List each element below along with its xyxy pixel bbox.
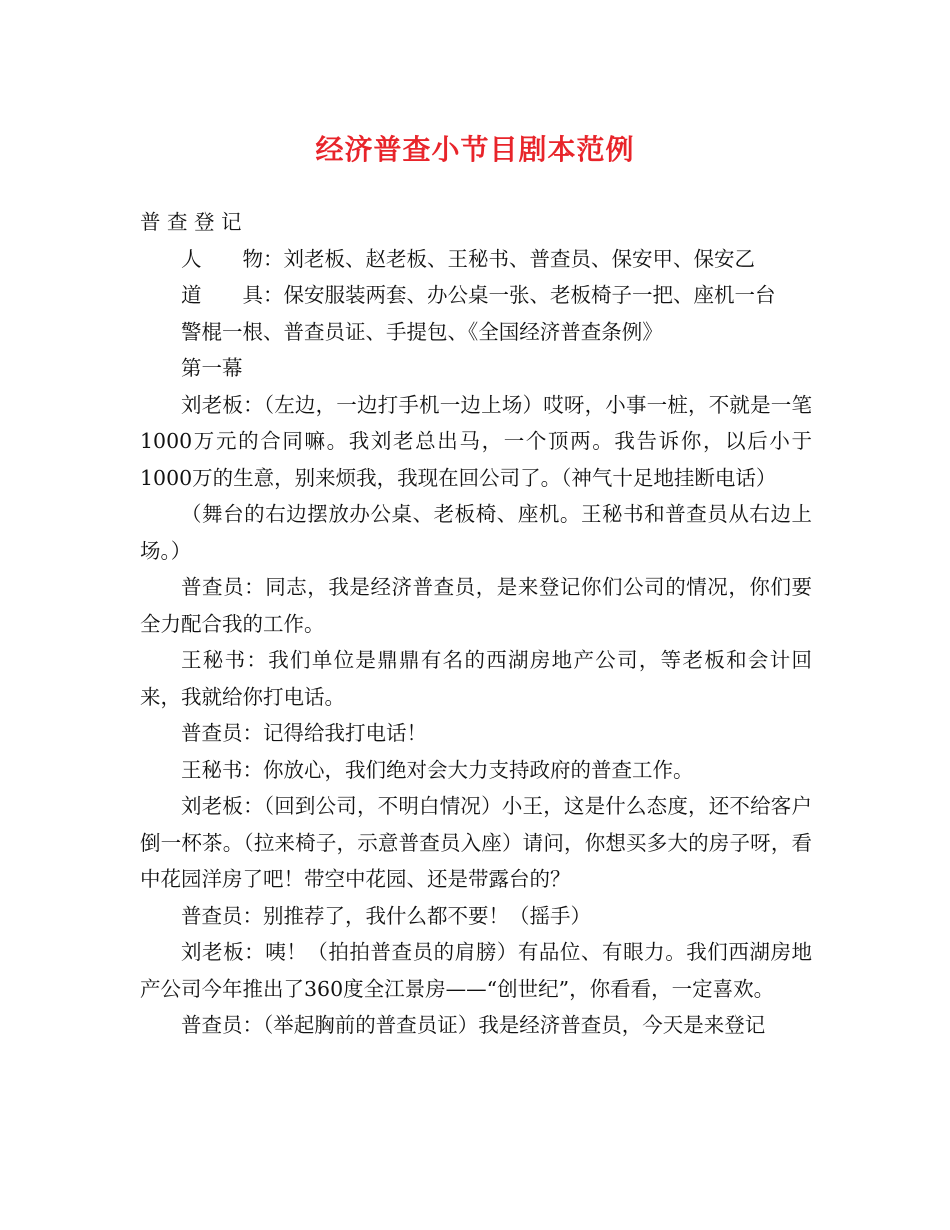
props-list-continued: 警棍一根、普查员证、手提包、《全国经济普查条例》 — [181, 319, 663, 344]
dialogue-paragraph: 普查员：记得给我打电话！ — [181, 721, 427, 745]
dialogue-paragraph: 王秘书：你放心，我们绝对会大力支持政府的普查工作。 — [181, 757, 694, 782]
document-body — [140, 204, 812, 1044]
props-list: 道 具：保安服装两套、办公桌一张、老板椅子一把、座机一台 — [181, 283, 776, 307]
document-title: 经济普查小节目剧本范例 — [315, 133, 635, 166]
act-heading: 第一幕 — [181, 356, 243, 380]
cast-list: 人 物：刘老板、赵老板、王秘书、普查员、保安甲、保安乙 — [181, 246, 755, 271]
dialogue-paragraph: 刘老板：咦！（拍拍普查员的肩膀）有品位、有眼力。我们西湖房地产公司今年推出了360度全江景房——“创世纪”，你看看，一定喜欢。 — [140, 940, 812, 1001]
dialogue-paragraph: 刘老板：（回到公司，不明白情况）小王，这是什么态度，还不给客户倒一杯茶。（拉来椅子，示意普查员入座）请问，你想买多大的房子呀，看中花园洋房了吧！带空中花园、还是带露台的？ — [140, 794, 812, 891]
dialogue-paragraph: 普查员：别推荐了，我什么都不要！（摇手） — [181, 903, 591, 928]
dialogue-paragraph: 普查员：同志，我是经济普查员，是来登记你们公司的情况，你们要全力配合我的工作。 — [140, 575, 812, 636]
dialogue-paragraph: 普查员：（举起胸前的普查员证）我是经济普查员，今天是来登记 — [181, 1013, 766, 1037]
stage-direction: （舞台的右边摆放办公桌、老板椅、座机。王秘书和普查员从右边上场。） — [140, 502, 812, 563]
dialogue-paragraph: 王秘书：我们单位是鼎鼎有名的西湖房地产公司，等老板和会计回来，我就给你打电话。 — [140, 648, 812, 709]
section-heading: 普 查 登 记 — [140, 210, 242, 234]
dialogue-paragraph: 刘老板：（左边，一边打手机一边上场）哎呀，小事一桩，不就是一笔1000万元的合同嘛。我刘老总出马，一个顶两。我告诉你，以后小于1000万的生意，别来烦我，我现在回公司了。（神气十足地挂断电话） — [140, 392, 812, 490]
